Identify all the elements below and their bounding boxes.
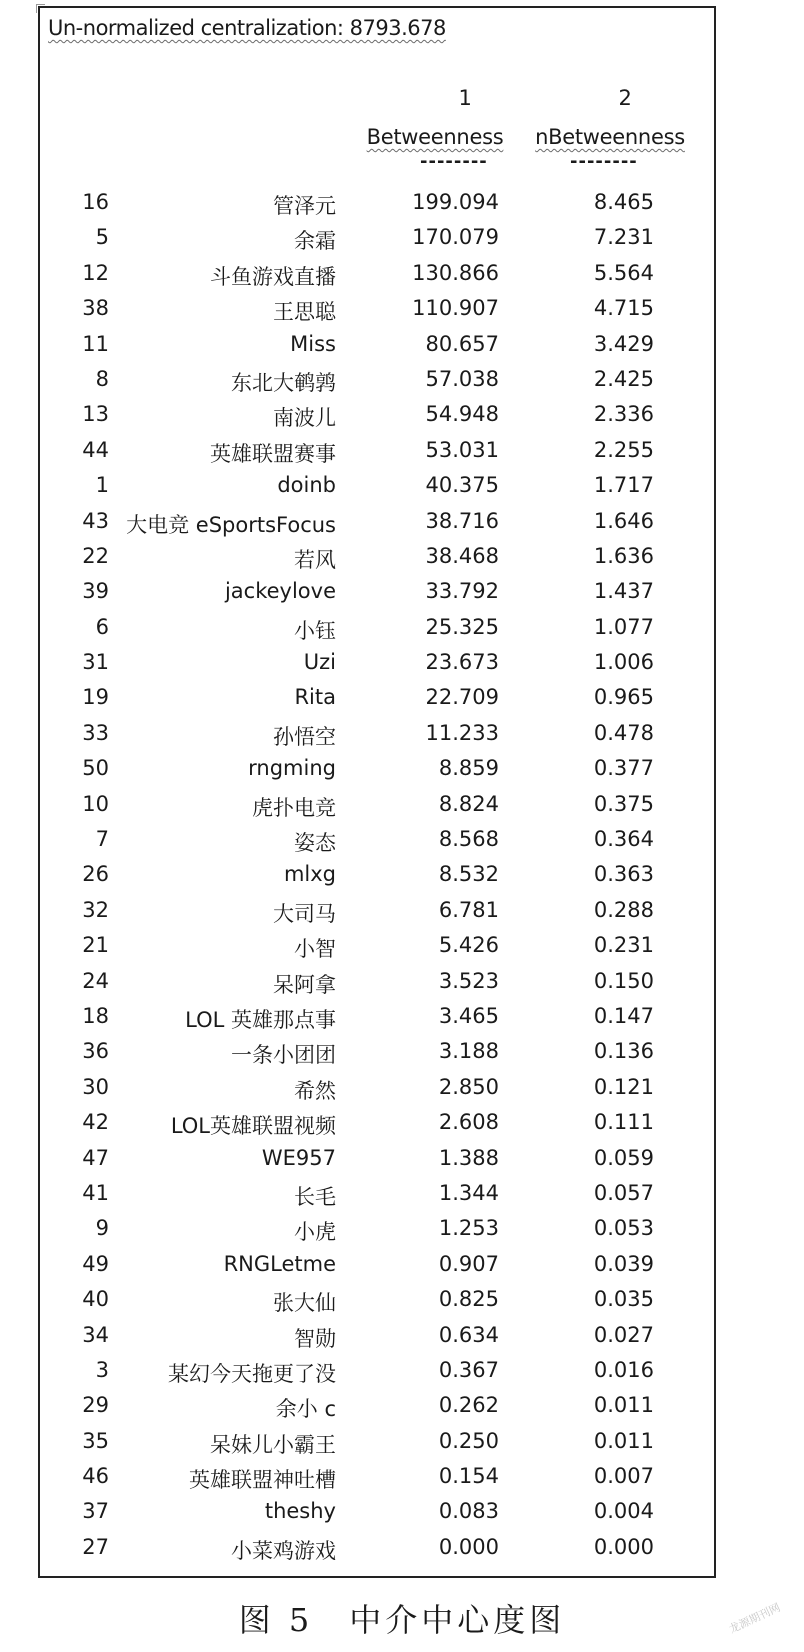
row-betweenness: 0.000 xyxy=(438,1534,499,1559)
row-id: 7 xyxy=(95,827,109,852)
table-row xyxy=(0,615,804,650)
row-id: 30 xyxy=(82,1074,109,1099)
row-betweenness: 57.038 xyxy=(425,366,499,391)
row-betweenness: 0.262 xyxy=(438,1393,499,1418)
row-id: 41 xyxy=(82,1180,109,1205)
table-row xyxy=(0,721,804,756)
table-row xyxy=(0,1429,804,1464)
row-id: 40 xyxy=(82,1287,109,1312)
table-row xyxy=(0,827,804,862)
row-nbetweenness: 0.363 xyxy=(593,862,654,887)
row-name: doinb xyxy=(277,473,336,498)
row-id: 3 xyxy=(95,1357,109,1382)
table-row xyxy=(0,261,804,296)
row-name: LOL 英雄那点事 xyxy=(185,1007,336,1032)
row-name: 虎扑电竞 xyxy=(252,795,336,820)
row-nbetweenness: 0.147 xyxy=(593,1003,654,1028)
row-betweenness: 53.031 xyxy=(425,437,499,462)
row-betweenness: 8.568 xyxy=(438,827,499,852)
row-nbetweenness: 2.255 xyxy=(593,437,654,462)
frame-corner-mark xyxy=(36,4,45,13)
table-row xyxy=(0,225,804,260)
row-name: 若风 xyxy=(294,547,336,572)
row-betweenness: 25.325 xyxy=(425,614,499,639)
row-name: LOL英雄联盟视频 xyxy=(170,1114,336,1139)
table-row xyxy=(0,1323,804,1358)
row-nbetweenness: 7.231 xyxy=(593,225,654,250)
row-betweenness: 0.154 xyxy=(438,1464,499,1489)
row-id: 21 xyxy=(82,933,109,958)
column-2-separator: -------- xyxy=(570,151,638,172)
row-name: 张大仙 xyxy=(273,1291,336,1316)
row-id: 26 xyxy=(82,862,109,887)
row-nbetweenness: 0.000 xyxy=(593,1534,654,1559)
figure-caption: 图 5 中介中心度图 xyxy=(238,1601,566,1639)
row-name: jackeylove xyxy=(224,579,336,604)
row-betweenness: 5.426 xyxy=(438,933,499,958)
row-nbetweenness: 0.111 xyxy=(593,1110,654,1135)
row-nbetweenness: 0.016 xyxy=(593,1357,654,1382)
row-id: 31 xyxy=(82,650,109,675)
row-name: 王思聪 xyxy=(273,300,336,325)
row-id: 35 xyxy=(82,1428,109,1453)
table-row xyxy=(0,1499,804,1534)
row-nbetweenness: 0.231 xyxy=(593,933,654,958)
row-name: 管泽元 xyxy=(273,194,336,218)
row-nbetweenness: 1.636 xyxy=(593,543,654,568)
row-betweenness: 199.094 xyxy=(412,190,499,214)
row-name: 大司马 xyxy=(273,901,336,926)
row-id: 18 xyxy=(82,1003,109,1028)
row-id: 46 xyxy=(82,1464,109,1489)
table-row xyxy=(0,438,804,473)
table-row xyxy=(0,1216,804,1251)
table-row xyxy=(0,756,804,791)
row-betweenness: 6.781 xyxy=(438,897,499,922)
row-name: 小虎 xyxy=(294,1220,336,1245)
column-nbetweenness-header: nBetweenness xyxy=(535,125,685,149)
row-nbetweenness: 0.136 xyxy=(593,1039,654,1064)
row-name: 某幻今天拖更了没 xyxy=(168,1361,336,1386)
row-name: 英雄联盟神吐槽 xyxy=(189,1468,336,1493)
watermark: 龙源期刊网 xyxy=(727,1600,783,1636)
row-nbetweenness: 0.377 xyxy=(593,756,654,781)
row-name: 智勋 xyxy=(294,1326,336,1351)
row-betweenness: 110.907 xyxy=(412,296,499,321)
row-betweenness: 2.850 xyxy=(438,1074,499,1099)
table-row xyxy=(0,969,804,1004)
column-1-separator: -------- xyxy=(420,151,488,172)
table-row xyxy=(0,1287,804,1322)
row-nbetweenness: 1.077 xyxy=(593,614,654,639)
row-nbetweenness: 0.364 xyxy=(593,827,654,852)
row-betweenness: 0.250 xyxy=(438,1428,499,1453)
table-row xyxy=(0,898,804,933)
row-name: RNGLetme xyxy=(223,1251,336,1276)
row-name: 大电竞 eSportsFocus xyxy=(126,512,336,537)
row-betweenness: 3.523 xyxy=(438,968,499,993)
row-nbetweenness: 5.564 xyxy=(593,260,654,285)
row-id: 43 xyxy=(82,508,109,533)
row-id: 13 xyxy=(82,402,109,427)
column-betweenness-header: Betweenness xyxy=(366,125,504,149)
row-nbetweenness: 0.478 xyxy=(593,720,654,745)
row-betweenness: 33.792 xyxy=(425,579,499,604)
row-nbetweenness: 1.646 xyxy=(593,508,654,533)
row-id: 9 xyxy=(95,1216,109,1241)
column-1-index: 1 xyxy=(458,86,472,110)
row-id: 32 xyxy=(82,897,109,922)
row-id: 29 xyxy=(82,1393,109,1418)
row-name: 孙悟空 xyxy=(273,724,336,749)
table-row xyxy=(0,1075,804,1110)
row-id: 37 xyxy=(82,1499,109,1524)
row-nbetweenness: 4.715 xyxy=(593,296,654,321)
table-row xyxy=(0,862,804,897)
row-name: rngming xyxy=(248,756,336,781)
table-row xyxy=(0,1358,804,1393)
row-nbetweenness: 0.057 xyxy=(593,1180,654,1205)
table-row xyxy=(0,1004,804,1039)
row-id: 10 xyxy=(82,791,109,816)
row-name: 小钰 xyxy=(294,618,336,643)
row-name: 余小 c xyxy=(275,1397,336,1422)
row-betweenness: 38.468 xyxy=(425,543,499,568)
row-name: 南波儿 xyxy=(273,406,336,431)
table-row xyxy=(0,190,804,225)
row-betweenness: 8.824 xyxy=(438,791,499,816)
row-name: 姿态 xyxy=(294,831,336,856)
row-betweenness: 0.367 xyxy=(438,1357,499,1382)
row-id: 1 xyxy=(95,473,109,498)
table-row xyxy=(0,1146,804,1181)
row-name: Rita xyxy=(294,685,336,710)
row-nbetweenness: 2.425 xyxy=(593,366,654,391)
table-row xyxy=(0,579,804,614)
table-row xyxy=(0,402,804,437)
table-row xyxy=(0,1110,804,1145)
row-nbetweenness: 2.336 xyxy=(593,402,654,427)
table-row xyxy=(0,1464,804,1499)
row-nbetweenness: 1.437 xyxy=(593,579,654,604)
row-betweenness: 1.253 xyxy=(438,1216,499,1241)
row-betweenness: 1.388 xyxy=(438,1145,499,1170)
row-betweenness: 54.948 xyxy=(425,402,499,427)
row-name: 呆阿拿 xyxy=(273,972,336,997)
row-name: theshy xyxy=(264,1499,336,1524)
row-betweenness: 40.375 xyxy=(425,473,499,498)
row-nbetweenness: 0.288 xyxy=(593,897,654,922)
table-row xyxy=(0,296,804,331)
row-betweenness: 3.465 xyxy=(438,1003,499,1028)
row-nbetweenness: 0.059 xyxy=(593,1145,654,1170)
table-row xyxy=(0,685,804,720)
row-name: Uzi xyxy=(303,650,336,675)
table-row xyxy=(0,1181,804,1216)
row-id: 6 xyxy=(95,614,109,639)
row-betweenness: 2.608 xyxy=(438,1110,499,1135)
row-name: 余霜 xyxy=(294,229,336,254)
table-row xyxy=(0,332,804,367)
row-nbetweenness: 8.465 xyxy=(593,190,654,214)
row-id: 11 xyxy=(82,331,109,356)
row-betweenness: 38.716 xyxy=(425,508,499,533)
row-id: 50 xyxy=(82,756,109,781)
row-name: mlxg xyxy=(283,862,336,887)
row-name: 斗鱼游戏直播 xyxy=(210,264,336,289)
row-name: 一条小团团 xyxy=(231,1043,336,1068)
row-id: 47 xyxy=(82,1145,109,1170)
row-id: 12 xyxy=(82,260,109,285)
row-id: 19 xyxy=(82,685,109,710)
row-nbetweenness: 0.121 xyxy=(593,1074,654,1099)
row-name: 东北大鹌鹑 xyxy=(231,370,336,395)
row-id: 8 xyxy=(95,366,109,391)
centralization-title: Un-normalized centralization: 8793.678 xyxy=(48,16,446,40)
table-row xyxy=(0,1393,804,1428)
row-betweenness: 80.657 xyxy=(425,331,499,356)
row-id: 27 xyxy=(82,1534,109,1559)
row-name: 呆妹儿小霸王 xyxy=(210,1432,336,1457)
row-id: 16 xyxy=(82,190,109,214)
row-nbetweenness: 3.429 xyxy=(593,331,654,356)
row-name: 小智 xyxy=(294,937,336,962)
row-id: 39 xyxy=(82,579,109,604)
table-row xyxy=(0,367,804,402)
row-id: 34 xyxy=(82,1322,109,1347)
row-nbetweenness: 0.039 xyxy=(593,1251,654,1276)
row-id: 24 xyxy=(82,968,109,993)
table-row xyxy=(0,650,804,685)
row-nbetweenness: 0.965 xyxy=(593,685,654,710)
table-row xyxy=(0,933,804,968)
data-rows xyxy=(0,190,804,1570)
row-betweenness: 22.709 xyxy=(425,685,499,710)
row-betweenness: 0.083 xyxy=(438,1499,499,1524)
row-nbetweenness: 0.011 xyxy=(593,1393,654,1418)
row-nbetweenness: 1.006 xyxy=(593,650,654,675)
row-nbetweenness: 0.053 xyxy=(593,1216,654,1241)
row-nbetweenness: 0.027 xyxy=(593,1322,654,1347)
row-betweenness: 170.079 xyxy=(412,225,499,250)
row-nbetweenness: 0.375 xyxy=(593,791,654,816)
row-name: WE957 xyxy=(261,1145,336,1170)
row-name: 长毛 xyxy=(294,1184,336,1209)
row-betweenness: 8.859 xyxy=(438,756,499,781)
row-nbetweenness: 0.035 xyxy=(593,1287,654,1312)
row-nbetweenness: 0.011 xyxy=(593,1428,654,1453)
row-id: 5 xyxy=(95,225,109,250)
row-id: 36 xyxy=(82,1039,109,1064)
table-row xyxy=(0,1039,804,1074)
row-betweenness: 11.233 xyxy=(425,720,499,745)
row-nbetweenness: 0.007 xyxy=(593,1464,654,1489)
row-betweenness: 3.188 xyxy=(438,1039,499,1064)
row-id: 49 xyxy=(82,1251,109,1276)
row-name: 希然 xyxy=(294,1078,336,1103)
row-id: 22 xyxy=(82,543,109,568)
row-betweenness: 0.907 xyxy=(438,1251,499,1276)
column-2-index: 2 xyxy=(618,86,632,110)
row-id: 33 xyxy=(82,720,109,745)
row-id: 38 xyxy=(82,296,109,321)
row-betweenness: 1.344 xyxy=(438,1180,499,1205)
row-id: 44 xyxy=(82,437,109,462)
row-name: 英雄联盟赛事 xyxy=(210,441,336,466)
row-betweenness: 0.634 xyxy=(438,1322,499,1347)
table-row xyxy=(0,792,804,827)
row-nbetweenness: 1.717 xyxy=(593,473,654,498)
row-id: 42 xyxy=(82,1110,109,1135)
row-betweenness: 23.673 xyxy=(425,650,499,675)
row-name: Miss xyxy=(290,331,336,356)
row-betweenness: 130.866 xyxy=(412,260,499,285)
row-nbetweenness: 0.150 xyxy=(593,968,654,993)
table-row xyxy=(0,544,804,579)
row-name: 小菜鸡游戏 xyxy=(231,1538,336,1563)
row-betweenness: 0.825 xyxy=(438,1287,499,1312)
table-row xyxy=(0,473,804,508)
row-nbetweenness: 0.004 xyxy=(593,1499,654,1524)
table-row xyxy=(0,509,804,544)
table-row xyxy=(0,1252,804,1287)
row-betweenness: 8.532 xyxy=(438,862,499,887)
table-row xyxy=(0,1535,804,1570)
